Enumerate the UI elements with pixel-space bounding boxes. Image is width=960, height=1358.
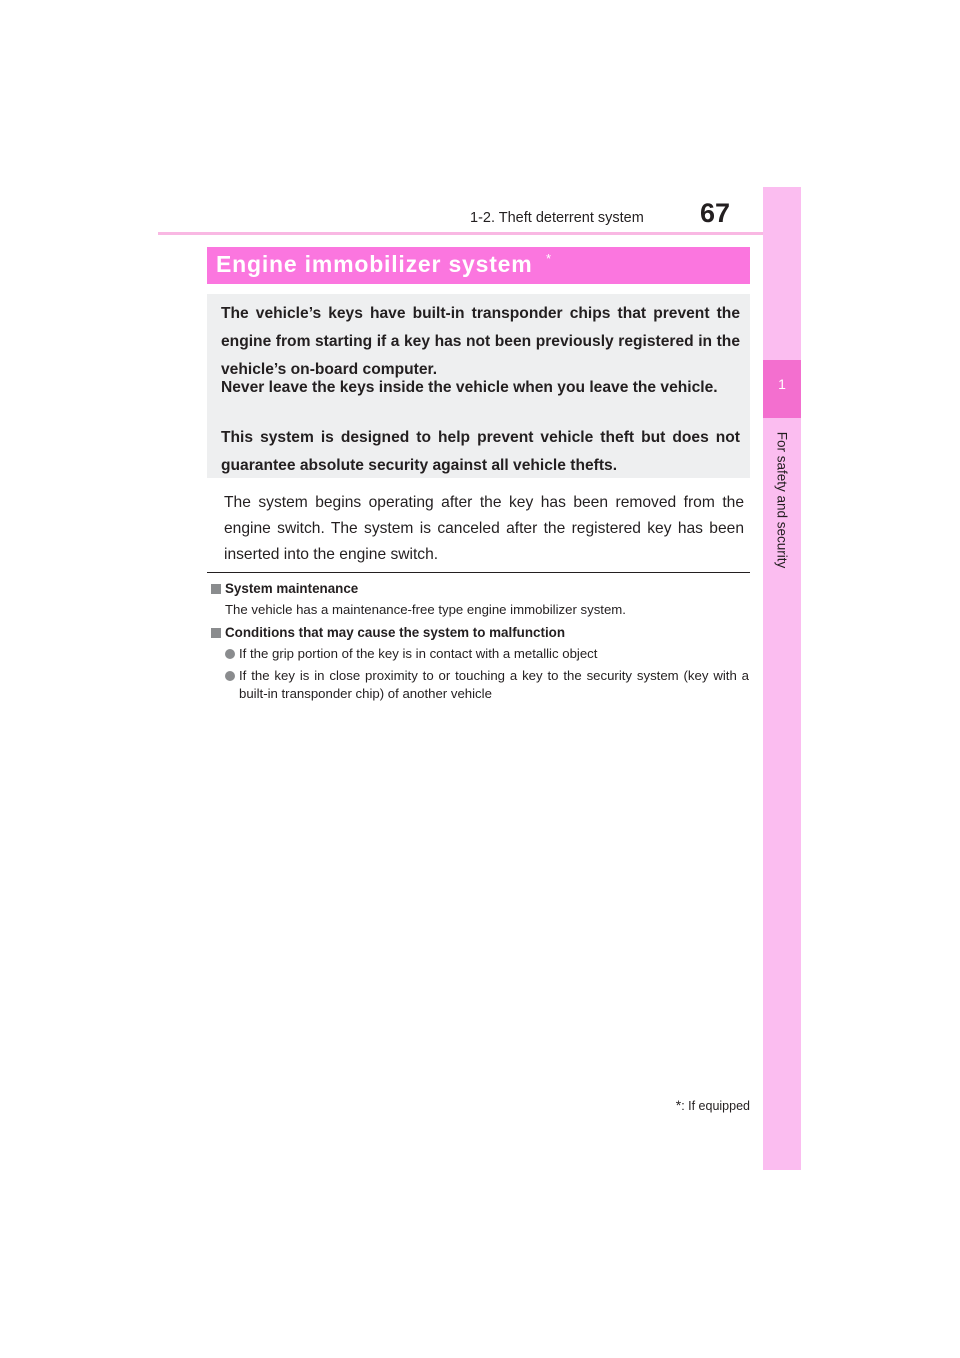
footnote-text: : If equipped <box>681 1099 750 1113</box>
round-bullet-icon <box>225 671 235 681</box>
square-bullet-icon <box>211 628 221 638</box>
title-footnote-marker: * <box>546 251 552 266</box>
section-text: The vehicle has a maintenance-free type engine immobilizer system. <box>225 602 626 617</box>
page-title: Engine immobilizer system <box>216 251 533 277</box>
side-tab <box>763 187 801 1170</box>
side-tab-number: 1 <box>778 376 786 392</box>
intro-paragraph: This system is designed to help prevent vehicle theft but does not guarantee absolute security against all vehicle thefts. <box>221 429 740 474</box>
intro-paragraph: Never leave the keys inside the vehicle when you leave the vehicle. <box>221 379 718 396</box>
round-bullet-icon <box>225 649 235 659</box>
footnote <box>660 1097 750 1113</box>
intro-paragraph: The vehicle’s keys have built-in transponder chips that prevent the engine from starting if a key has not been previously registered in the vehicle’s on-board computer. <box>221 305 740 378</box>
list-item: If the key is in close proximity to or touching a key to the security system (key with a built-in transponder chip) of another vehicle <box>239 668 749 701</box>
section-heading: Conditions that may cause the system to malfunction <box>225 625 566 640</box>
section-heading: System maintenance <box>225 581 359 596</box>
side-tab-label: For safety and security <box>774 431 790 569</box>
square-bullet-icon <box>211 584 221 594</box>
section-divider <box>207 572 750 573</box>
body-paragraph: The system begins operating after the key has been removed from the engine switch. The system is canceled after the registered key has been inserted into the engine switch. <box>224 494 744 563</box>
header-section-title: 1-2. Theft deterrent system <box>470 210 644 226</box>
header-divider <box>158 232 800 235</box>
list-item: If the grip portion of the key is in contact with a metallic object <box>239 646 598 661</box>
page-number: 67 <box>700 198 731 228</box>
footnote-marker: * <box>675 1097 682 1113</box>
